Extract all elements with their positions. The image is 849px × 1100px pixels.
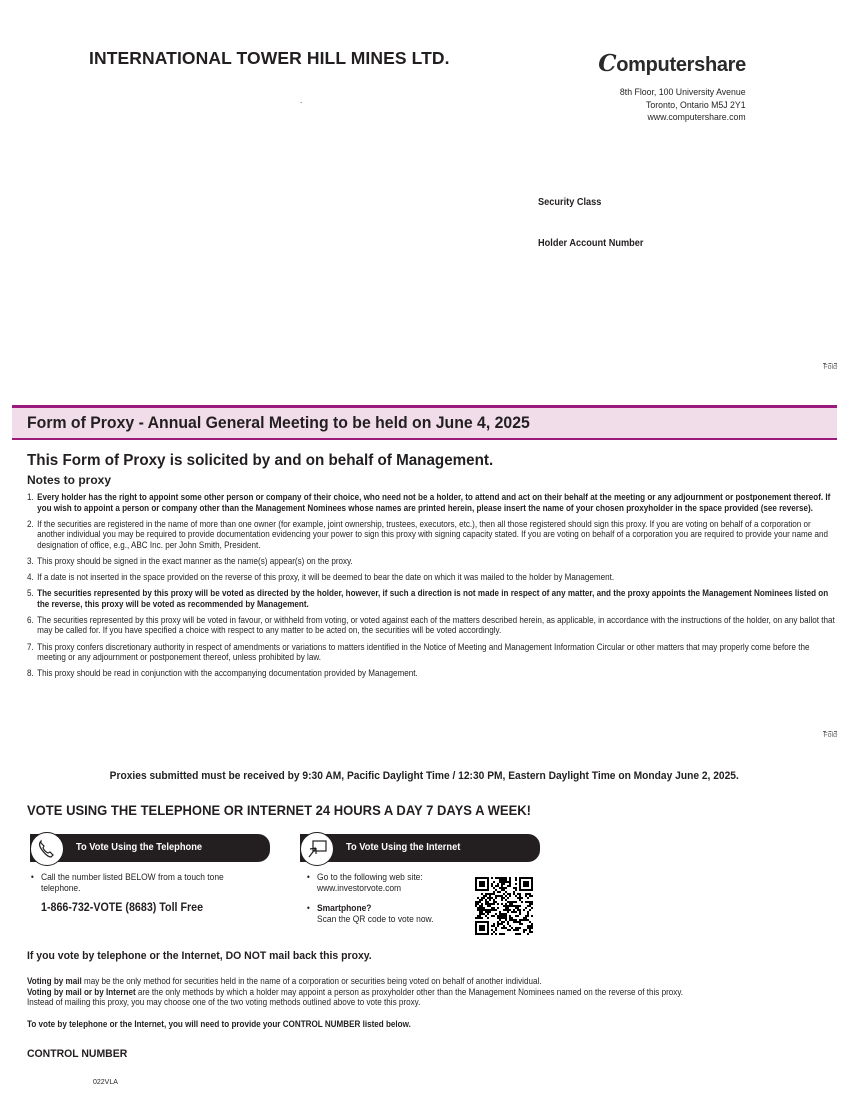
logo-text: omputershare bbox=[616, 54, 746, 76]
telephone-vote-label: To Vote Using the Telephone bbox=[76, 842, 203, 853]
computershare-logo: Computershare bbox=[598, 50, 746, 77]
cursor-screen-icon bbox=[300, 832, 334, 866]
company-name: INTERNATIONAL TOWER HILL MINES LTD. bbox=[89, 48, 450, 68]
fold-mark: Fold bbox=[823, 732, 837, 739]
telephone-instruction: • Call the number listed BELOW from a touch tone telephone. bbox=[30, 872, 224, 893]
notes-list bbox=[27, 492, 842, 684]
security-class-label: Security Class bbox=[538, 197, 602, 208]
deadline-notice: Proxies submitted must be received by 9:30 AM, Pacific Daylight Time / 12:30 PM, Eastern Daylight Time on Monday June 2, 2025. bbox=[109, 770, 740, 782]
stray-mark: . bbox=[300, 96, 303, 105]
note-item: 6. The securities represented by this proxy will be voted in favour, or withheld from voting, or voted against each of the matters described herein, as applicable, in accordance with the instructions of the holder, on any ballot that may be called for. If you have specified a choice with respect to any matter to be acted on, the securities will be voted accordingly. bbox=[27, 614, 835, 636]
internet-vote-bar bbox=[300, 834, 540, 862]
note-item: 3. This proxy should be signed in the exact manner as the name(s) appear(s) on the proxy. bbox=[27, 555, 353, 566]
control-number-label: CONTROL NUMBER bbox=[27, 1048, 128, 1060]
telephone-vote-bar bbox=[30, 834, 270, 862]
form-title: Form of Proxy - Annual General Meeting to be held on June 4, 2025 bbox=[27, 413, 530, 432]
qr-code[interactable] bbox=[475, 877, 533, 935]
no-mail-notice: If you vote by telephone or the Internet, DO NOT mail back this proxy. bbox=[27, 950, 372, 962]
notes-heading: Notes to proxy bbox=[27, 473, 112, 487]
document-code: 022VLA bbox=[93, 1079, 118, 1086]
banner-bottom-rule bbox=[12, 438, 837, 440]
address-line: 8th Floor, 100 University Avenue bbox=[620, 87, 746, 98]
phone-icon bbox=[30, 832, 64, 866]
note-item: 5. The securities represented by this proxy will be voted as directed by the holder, however, if such a direction is not made in respect of any matter, and the proxy appoints the Management Nominees listed on the reverse, this proxy will be voted as recommended by Management. bbox=[27, 588, 829, 609]
vote-heading: VOTE USING THE TELEPHONE OR INTERNET 24 HOURS A DAY 7 DAYS A WEEK! bbox=[27, 802, 532, 818]
internet-vote-label: To Vote Using the Internet bbox=[346, 842, 461, 853]
note-item: 8. This proxy should be read in conjunction with the accompanying documentation provided by Management. bbox=[27, 668, 418, 679]
internet-instruction: • Go to the following web site: www.investorvote.com bbox=[306, 872, 423, 893]
control-number-note: To vote by telephone or the Internet, you will need to provide your CONTROL NUMBER listed below. bbox=[27, 1019, 411, 1029]
note-item: 4. If a date is not inserted in the space provided on the reverse of this proxy, it will be deemed to bear the date on which it was mailed to the holder by Management. bbox=[27, 572, 615, 583]
fold-mark: Fold bbox=[823, 364, 837, 371]
company-address bbox=[620, 87, 746, 125]
note-item: 7. This proxy confers discretionary authority in respect of amendments or variations to matters identified in the Notice of Meeting and Management Information Circular or other matters that may properly come before the meeting or any adjournment or postponement thereof, unless prohibited by law. bbox=[27, 641, 810, 663]
note-item: 1. Every holder has the right to appoint some other person or company of their choice, who need not be a holder, to attend and act on their behalf at the meeting or any adjournment or postponement thereof. If you wish to appoint a person or company other than the Management Nominees whose names are printed herein, please insert the name of your chosen proxyholder in the space provided (see reverse). bbox=[27, 492, 831, 513]
smartphone-instruction: • Smartphone? Scan the QR code to vote now. bbox=[306, 903, 434, 924]
mail-instructions: Voting by mail may be the only method for securities held in the name of a corporation or securities being voted on behalf of another individual. Voting by mail or by Internet are the only methods by which a holder may appoint a person as proxyholder other than the Management Nominees named on the reverse of this proxy. Instead of mailing this proxy, you may choose one of the two voting methods outlined above to vote this proxy. bbox=[27, 976, 684, 1007]
holder-account-label: Holder Account Number bbox=[538, 238, 644, 249]
address-line: Toronto, Ontario M5J 2Y1 bbox=[646, 99, 746, 111]
note-item: 2. If the securities are registered in the name of more than one owner (for example, joint ownership, trustees, executors, etc.), then all those registered should sign this proxy. If you are voting on behalf of a corporation or another individual you may be required to provide documentation evidencing your power to sign this proxy with signing capacity stated. If you are voting on behalf of a corporation you are required to provide your name and designation of office, e.g., ABC Inc. per John Smith, President. bbox=[27, 518, 829, 550]
toll-free-number[interactable]: 1-866-732-VOTE (8683) Toll Free bbox=[41, 902, 204, 914]
solicitation-heading: This Form of Proxy is solicited by and on behalf of Management. bbox=[27, 452, 494, 469]
address-line: www.computershare.com bbox=[647, 112, 746, 123]
